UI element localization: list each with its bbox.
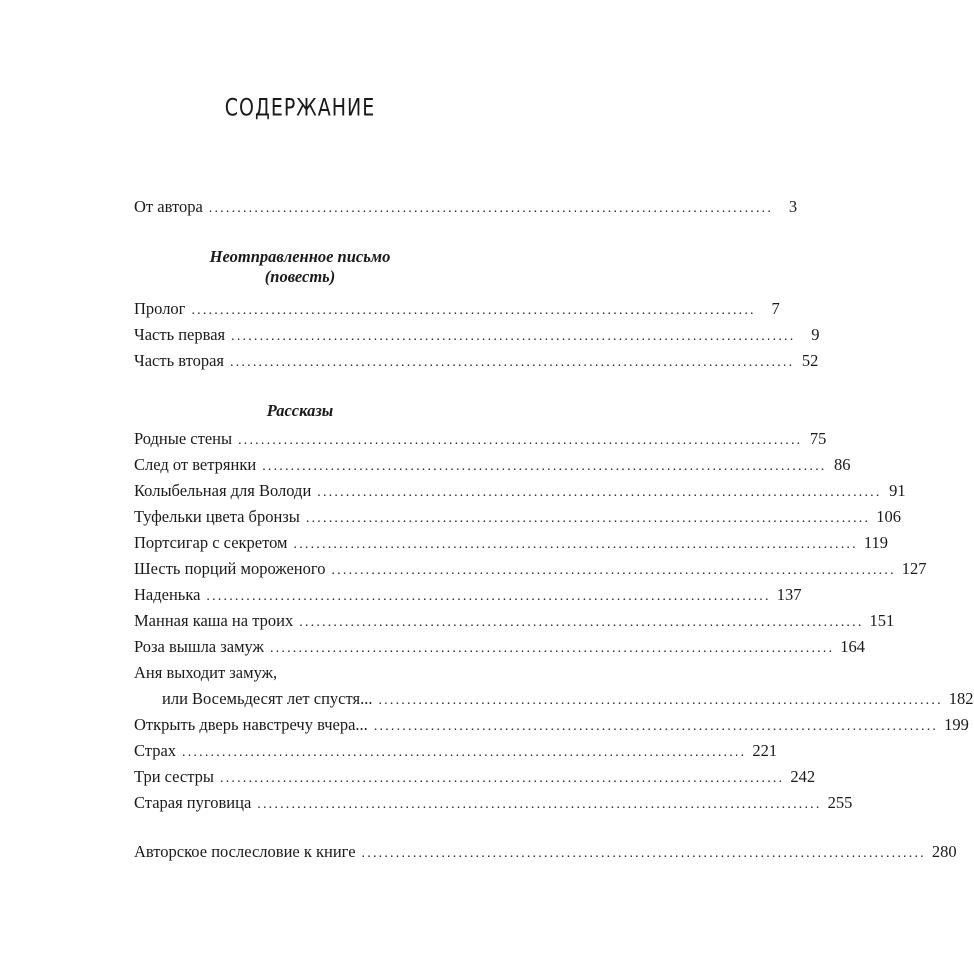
toc-entry-title: Туфельки цвета бронзы (134, 507, 300, 526)
toc-entry-page: 280 (931, 842, 957, 861)
toc-entry-page: 137 (776, 585, 802, 604)
toc-entry[interactable] (134, 507, 901, 529)
toc-entry-page: 164 (840, 637, 866, 656)
toc-entry-title: Пролог (134, 299, 186, 318)
dot-leader: ................................................................................................... (230, 355, 795, 370)
toc-entry-title: Открыть дверь навстречу вчера... (134, 715, 368, 734)
toc-entry[interactable] (134, 325, 820, 347)
toc-entry-page: 119 (863, 533, 888, 552)
toc-entry[interactable] (134, 842, 957, 864)
toc-entry-title: Часть первая (134, 325, 226, 344)
toc-entry[interactable] (134, 197, 798, 219)
section-subheading: (повесть) (264, 267, 336, 286)
dot-leader: ................................................................................................... (317, 485, 882, 500)
toc-entry-title: Часть вторая (134, 351, 225, 370)
toc-entry-title: Портсигар с секретом (134, 533, 288, 552)
toc-entry[interactable] (134, 767, 816, 789)
toc-entry[interactable] (134, 429, 827, 451)
dot-leader: ................................................................................................... (231, 329, 796, 344)
toc-entry[interactable] (134, 455, 851, 477)
toc-entry[interactable] (134, 351, 819, 373)
toc-entry[interactable] (134, 559, 927, 581)
toc-entry-page: 221 (752, 741, 778, 760)
toc-entry-page: 9 (811, 325, 820, 344)
dot-leader: ................................................................................................... (257, 797, 822, 812)
toc-entry-page: 106 (876, 507, 901, 526)
toc-entry-title: Шесть порций мороженого (134, 559, 326, 578)
dot-leader: ................................................................................................... (373, 719, 939, 734)
toc-entry-title-line1[interactable]: Аня выходит замуж, (134, 663, 278, 682)
toc-entry[interactable] (134, 741, 778, 763)
dot-leader: ................................................................................................... (238, 433, 803, 448)
toc-entry[interactable] (134, 585, 802, 607)
toc-entry-page: 52 (801, 351, 819, 370)
toc-entry-page: 91 (889, 481, 906, 500)
toc-entry-title: Страх (134, 741, 177, 760)
toc-entry[interactable] (134, 793, 853, 815)
dot-leader: ................................................................................................... (220, 771, 785, 786)
toc-entry-page: 182 (948, 689, 974, 708)
toc-entry-page: 3 (788, 197, 798, 216)
toc-entry-page: 242 (790, 767, 816, 786)
dot-leader: ................................................................................................... (331, 563, 896, 578)
toc-entry-title: Старая пуговица (134, 793, 252, 812)
dot-leader: ................................................................................................... (191, 303, 756, 318)
toc-entry-page: 86 (834, 455, 851, 474)
section-heading: Рассказы (266, 401, 334, 420)
toc-entry-title: Манная каша на троих (134, 611, 294, 630)
toc-entry-title: Роза вышла замуж (134, 637, 264, 656)
dot-leader: ................................................................................................... (206, 589, 771, 604)
toc-entry-title: Авторское послесловие к книге (134, 842, 356, 861)
section-heading: Неотправленное письмо (209, 247, 391, 266)
toc-entry-page: 75 (809, 429, 827, 448)
toc-entry-page: 127 (901, 559, 927, 578)
dot-leader: ................................................................................................... (305, 511, 871, 526)
toc-entry-title-line2: или Восемьдесят лет спустя... (162, 689, 373, 708)
dot-leader: ................................................................................................... (208, 201, 774, 216)
dot-leader: ................................................................................................... (182, 745, 747, 760)
page-title: СОДЕРЖАНИЕ (224, 94, 376, 122)
toc-entry-page: 199 (944, 715, 969, 734)
toc-entry-title: Три сестры (134, 767, 214, 786)
toc-entry-title: След от ветрянки (134, 455, 257, 474)
toc-entry-title: От автора (134, 197, 203, 216)
toc-entry-title: Наденька (134, 585, 201, 604)
dot-leader: ................................................................................................... (293, 537, 858, 552)
toc-entry[interactable] (134, 611, 895, 633)
toc-entry-title: Колыбельная для Володи (134, 481, 312, 500)
toc-entry[interactable] (134, 533, 888, 555)
toc-entry[interactable] (162, 689, 974, 711)
toc-entry-title: Родные стены (134, 429, 233, 448)
dot-leader: ................................................................................................... (269, 641, 835, 656)
dot-leader: ................................................................................................... (262, 459, 827, 474)
dot-leader: ................................................................................................... (299, 615, 864, 630)
toc-entry-page: 255 (827, 793, 853, 812)
dot-leader: ................................................................................................... (361, 846, 926, 861)
toc-entry-page: 7 (771, 299, 780, 318)
toc-entry[interactable] (134, 637, 866, 659)
dot-leader: ................................................................................................... (378, 693, 943, 708)
toc-entry[interactable] (134, 299, 780, 321)
toc-entry[interactable] (134, 715, 969, 737)
toc-entry[interactable] (134, 481, 906, 503)
toc-entry-page: 151 (869, 611, 895, 630)
